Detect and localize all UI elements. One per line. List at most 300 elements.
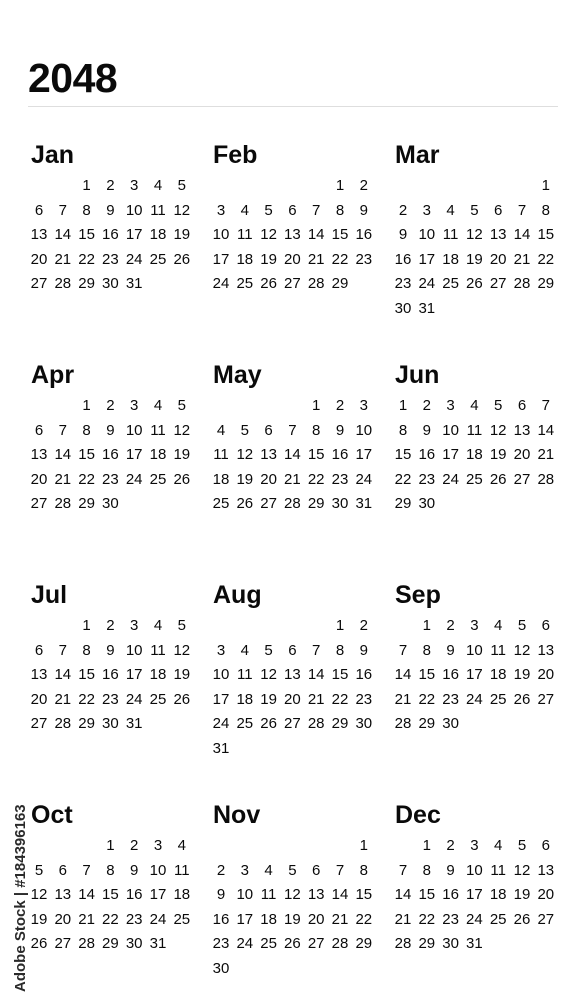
day-cell: 12 [173,201,191,219]
day-cell: 24 [125,470,143,488]
month-name: Jul [31,581,68,609]
day-cell: 27 [260,495,277,512]
day-cell: 22 [307,470,325,488]
day-cell: 18 [212,470,230,488]
day-cell: 15 [102,886,119,903]
day-cell: 29 [102,935,119,952]
day-cell: 23 [355,690,373,708]
day-cell: 21 [537,446,555,463]
day-cell: 28 [54,495,72,512]
day-cell: 15 [537,226,555,243]
month-name: Sep [395,581,441,609]
day-cell: 14 [394,666,412,683]
day-cell: 12 [466,226,483,243]
day-cell: 8 [335,641,345,659]
day-cell: 10 [125,201,143,219]
day-cell: 1 [106,837,115,854]
day-cell: 18 [260,910,277,928]
day-cell: 22 [418,690,436,708]
day-cell: 13 [284,666,301,683]
month-name: Dec [395,801,441,829]
day-cell: 21 [513,250,531,268]
day-cell: 26 [260,275,277,292]
day-cell: 18 [489,886,507,903]
day-cell: 28 [307,715,325,732]
day-cell: 3 [446,397,455,414]
day-cell: 18 [236,690,254,708]
day-cell: 10 [442,421,459,439]
day-cell: 8 [82,201,91,219]
day-cell: 12 [513,861,531,879]
day-cell: 2 [106,397,115,414]
day-cell: 19 [173,666,191,683]
day-cell: 17 [355,446,373,463]
day-cell: 11 [442,226,459,243]
day-cell: 30 [102,715,119,732]
day-cell: 27 [30,715,48,732]
day-cell: 5 [177,617,186,634]
day-cell: 26 [489,470,507,488]
day-cell: 31 [418,299,436,317]
day-cell: 4 [153,397,163,414]
day-cell: 2 [216,861,226,879]
day-cell: 18 [489,666,507,683]
day-cell: 6 [541,617,550,634]
day-cell: 23 [418,470,436,488]
day-cell: 30 [418,495,436,512]
day-cell: 4 [153,617,163,634]
day-cell: 25 [173,910,191,928]
day-cell: 27 [54,935,72,952]
day-cell: 1 [359,837,368,854]
day-cell: 12 [173,641,191,659]
day-cell: 2 [130,837,139,854]
day-cell: 20 [513,446,531,463]
day-cell: 18 [149,446,167,463]
day-cell: 28 [54,715,72,732]
day-cell: 29 [307,495,325,512]
day-cell: 20 [54,910,72,928]
day-cell: 3 [130,617,139,634]
day-cell: 26 [513,910,531,928]
day-cell: 26 [260,715,277,732]
day-cell: 31 [355,495,373,512]
day-cell: 27 [489,275,507,292]
day-cell: 16 [394,250,412,268]
day-cell: 14 [78,886,95,903]
day-cell: 4 [494,837,503,854]
day-cell: 10 [418,226,436,243]
day-cell: 20 [307,910,325,928]
day-cell: 2 [446,617,455,634]
day-cell: 28 [394,935,412,952]
day-cell: 3 [470,837,479,854]
day-cell: 8 [335,201,345,219]
day-cell: 18 [236,250,254,268]
day-cell: 16 [418,446,436,463]
day-cell: 22 [102,910,119,928]
day-cell: 28 [284,495,301,512]
day-cell: 18 [173,886,191,903]
day-cell: 27 [307,935,325,952]
day-cell: 12 [236,446,254,463]
day-cell: 21 [54,690,72,708]
day-cell: 27 [30,275,48,292]
day-cell: 28 [513,275,531,292]
day-cell: 2 [359,617,368,634]
day-cell: 12 [30,886,48,903]
day-cell: 21 [394,690,412,708]
day-cell: 29 [394,495,412,512]
day-cell: 2 [106,177,115,194]
day-cell: 22 [331,250,349,268]
day-cell: 19 [173,446,191,463]
day-cell: 8 [82,641,91,659]
day-cell: 14 [394,886,412,903]
day-cell: 19 [489,446,507,463]
day-cell: 17 [212,690,230,708]
day-cell: 8 [359,861,368,879]
day-cell: 28 [54,275,72,292]
day-cell: 29 [78,495,95,512]
day-cell: 5 [264,641,273,659]
day-cell: 18 [149,666,167,683]
day-cell: 15 [418,886,436,903]
day-cell: 29 [78,275,95,292]
day-cell: 26 [173,250,191,268]
day-cell: 26 [173,470,191,488]
day-cell: 12 [173,421,191,439]
day-cell: 31 [466,935,483,952]
day-cell: 11 [490,861,506,879]
day-cell: 5 [177,177,186,194]
day-cell: 28 [537,470,555,488]
day-cell: 8 [398,421,408,439]
day-cell: 3 [216,641,226,659]
day-cell: 12 [284,886,301,903]
day-cell: 13 [30,226,48,243]
day-cell: 5 [517,617,527,634]
day-cell: 7 [398,641,408,659]
month-name: Mar [395,141,440,169]
day-cell: 31 [149,935,167,952]
day-cell: 4 [216,421,226,439]
day-cell: 27 [537,690,555,708]
day-cell: 15 [78,666,95,683]
day-cell: 20 [489,250,507,268]
day-cell: 25 [236,275,254,292]
day-cell: 2 [422,397,431,414]
day-cell: 19 [284,910,301,928]
day-cell: 7 [58,641,67,659]
day-cell: 13 [537,641,555,659]
day-cell: 16 [442,666,459,683]
day-cell: 24 [212,275,230,292]
day-cell: 9 [422,421,431,439]
day-cell: 23 [212,935,230,952]
day-cell: 22 [394,470,412,488]
day-cell: 7 [58,201,67,219]
day-cell: 16 [212,910,230,928]
day-cell: 24 [149,910,167,928]
day-cell: 6 [34,641,44,659]
day-cell: 22 [78,250,95,268]
day-cell: 27 [513,470,531,488]
day-cell: 23 [102,250,119,268]
day-cell: 19 [173,226,191,243]
day-cell: 16 [102,666,119,683]
day-cell: 10 [149,861,167,879]
day-cell: 6 [34,201,44,219]
day-cell: 5 [177,397,186,414]
day-cell: 15 [355,886,373,903]
day-cell: 19 [30,910,48,928]
day-cell: 14 [54,666,72,683]
day-cell: 26 [173,690,191,708]
day-cell: 6 [288,641,297,659]
day-cell: 15 [394,446,412,463]
day-cell: 13 [489,226,507,243]
day-cell: 21 [54,470,72,488]
day-cell: 7 [335,861,345,879]
day-cell: 3 [422,201,431,219]
day-cell: 4 [240,201,249,219]
day-cell: 10 [212,226,230,243]
day-cell: 25 [236,715,254,732]
day-cell: 5 [288,861,297,879]
day-cell: 2 [359,177,368,194]
day-cell: 9 [130,861,139,879]
day-cell: 17 [466,886,483,903]
day-cell: 11 [466,421,483,439]
day-cell: 16 [331,446,349,463]
day-cell: 5 [517,837,527,854]
day-cell: 18 [442,250,459,268]
day-cell: 5 [240,421,249,439]
day-cell: 17 [125,666,143,683]
day-cell: 23 [442,690,459,708]
day-cell: 1 [398,397,408,414]
day-cell: 6 [34,421,44,439]
day-cell: 1 [82,177,91,194]
day-cell: 17 [442,446,459,463]
day-cell: 3 [130,397,139,414]
day-cell: 4 [446,201,455,219]
day-cell: 26 [466,275,483,292]
day-cell: 7 [58,421,67,439]
day-cell: 20 [260,470,277,488]
day-cell: 29 [537,275,555,292]
day-cell: 25 [489,910,507,928]
day-cell: 8 [422,861,431,879]
day-cell: 8 [106,861,115,879]
day-cell: 23 [442,910,459,928]
day-cell: 16 [442,886,459,903]
day-cell: 6 [58,861,67,879]
day-cell: 13 [284,226,301,243]
day-cell: 9 [398,226,408,243]
day-cell: 29 [418,715,436,732]
day-cell: 19 [513,666,531,683]
day-cell: 16 [125,886,143,903]
day-cell: 19 [466,250,483,268]
day-cell: 6 [517,397,527,414]
day-cell: 31 [125,715,143,732]
day-cell: 5 [470,201,479,219]
month-name: May [213,361,262,389]
day-cell: 26 [30,935,48,952]
day-cell: 10 [355,421,373,439]
day-cell: 22 [537,250,555,268]
day-cell: 13 [260,446,277,463]
day-cell: 14 [54,446,72,463]
day-cell: 19 [513,886,531,903]
day-cell: 16 [102,226,119,243]
day-cell: 28 [331,935,349,952]
day-cell: 13 [307,886,325,903]
month-name: Oct [31,801,73,829]
day-cell: 19 [260,690,277,708]
day-cell: 13 [30,666,48,683]
day-cell: 20 [537,666,555,683]
day-cell: 4 [177,837,186,854]
day-cell: 7 [288,421,297,439]
day-cell: 31 [212,739,230,757]
day-cell: 17 [212,250,230,268]
month-name: Jun [395,361,440,389]
day-cell: 3 [359,397,368,414]
day-cell: 17 [125,446,143,463]
day-cell: 23 [125,910,143,928]
day-cell: 23 [102,470,119,488]
day-cell: 9 [335,421,345,439]
day-cell: 1 [312,397,321,414]
day-cell: 3 [216,201,226,219]
day-cell: 24 [212,715,230,732]
day-cell: 17 [466,666,483,683]
day-cell: 4 [264,861,273,879]
day-cell: 1 [82,397,91,414]
day-cell: 11 [213,446,229,463]
day-cell: 10 [236,886,254,903]
day-cell: 5 [264,201,273,219]
day-cell: 21 [54,250,72,268]
day-cell: 20 [537,886,555,903]
day-cell: 15 [78,226,95,243]
day-cell: 15 [418,666,436,683]
month-name: Nov [213,801,261,829]
day-cell: 22 [78,470,95,488]
month-name: Aug [213,581,262,609]
day-cell: 23 [102,690,119,708]
day-cell: 1 [422,837,431,854]
day-cell: 23 [331,470,349,488]
day-cell: 12 [260,666,277,683]
day-cell: 15 [78,446,95,463]
day-cell: 12 [260,226,277,243]
day-cell: 4 [470,397,479,414]
day-cell: 1 [82,617,91,634]
day-cell: 13 [537,861,555,879]
day-cell: 25 [442,275,459,292]
day-cell: 27 [284,275,301,292]
day-cell: 27 [537,910,555,928]
day-cell: 17 [149,886,167,903]
day-cell: 19 [236,470,254,488]
day-cell: 7 [541,397,550,414]
day-cell: 14 [54,226,72,243]
day-cell: 20 [30,250,48,268]
day-cell: 22 [331,690,349,708]
day-cell: 11 [150,201,166,219]
day-cell: 13 [30,446,48,463]
day-cell: 20 [284,250,301,268]
day-cell: 28 [394,715,412,732]
day-cell: 30 [355,715,373,732]
day-cell: 22 [355,910,373,928]
day-cell: 30 [102,495,119,512]
day-cell: 25 [149,250,167,268]
day-cell: 1 [422,617,431,634]
day-cell: 4 [153,177,163,194]
day-cell: 2 [398,201,408,219]
day-cell: 16 [355,226,373,243]
day-cell: 9 [359,641,368,659]
day-cell: 25 [149,690,167,708]
day-cell: 14 [284,446,301,463]
day-cell: 24 [236,935,254,952]
stock-watermark: Adobe Stock | #184396163 [12,804,29,992]
day-cell: 2 [106,617,115,634]
day-cell: 12 [513,641,531,659]
day-cell: 10 [466,641,483,659]
day-cell: 17 [418,250,436,268]
day-cell: 16 [102,446,119,463]
day-cell: 22 [78,690,95,708]
day-cell: 9 [216,886,226,903]
day-cell: 13 [513,421,531,439]
day-cell: 21 [78,910,95,928]
day-cell: 15 [331,226,349,243]
day-cell: 30 [331,495,349,512]
day-cell: 4 [240,641,249,659]
day-cell: 24 [466,690,483,708]
day-cell: 19 [260,250,277,268]
day-cell: 30 [442,715,459,732]
day-cell: 7 [312,641,321,659]
day-cell: 11 [174,861,190,879]
day-cell: 14 [331,886,349,903]
day-cell: 20 [284,690,301,708]
day-cell: 30 [125,935,143,952]
day-cell: 24 [125,250,143,268]
day-cell: 14 [307,666,325,683]
day-cell: 6 [494,201,503,219]
day-cell: 17 [125,226,143,243]
day-cell: 25 [466,470,483,488]
day-cell: 15 [307,446,325,463]
day-cell: 1 [335,617,345,634]
day-cell: 8 [422,641,431,659]
day-cell: 9 [106,201,115,219]
day-cell: 10 [125,641,143,659]
day-cell: 10 [212,666,230,683]
day-cell: 21 [394,910,412,928]
day-cell: 21 [331,910,349,928]
day-cell: 27 [30,495,48,512]
day-cell: 24 [442,470,459,488]
day-cell: 26 [236,495,254,512]
